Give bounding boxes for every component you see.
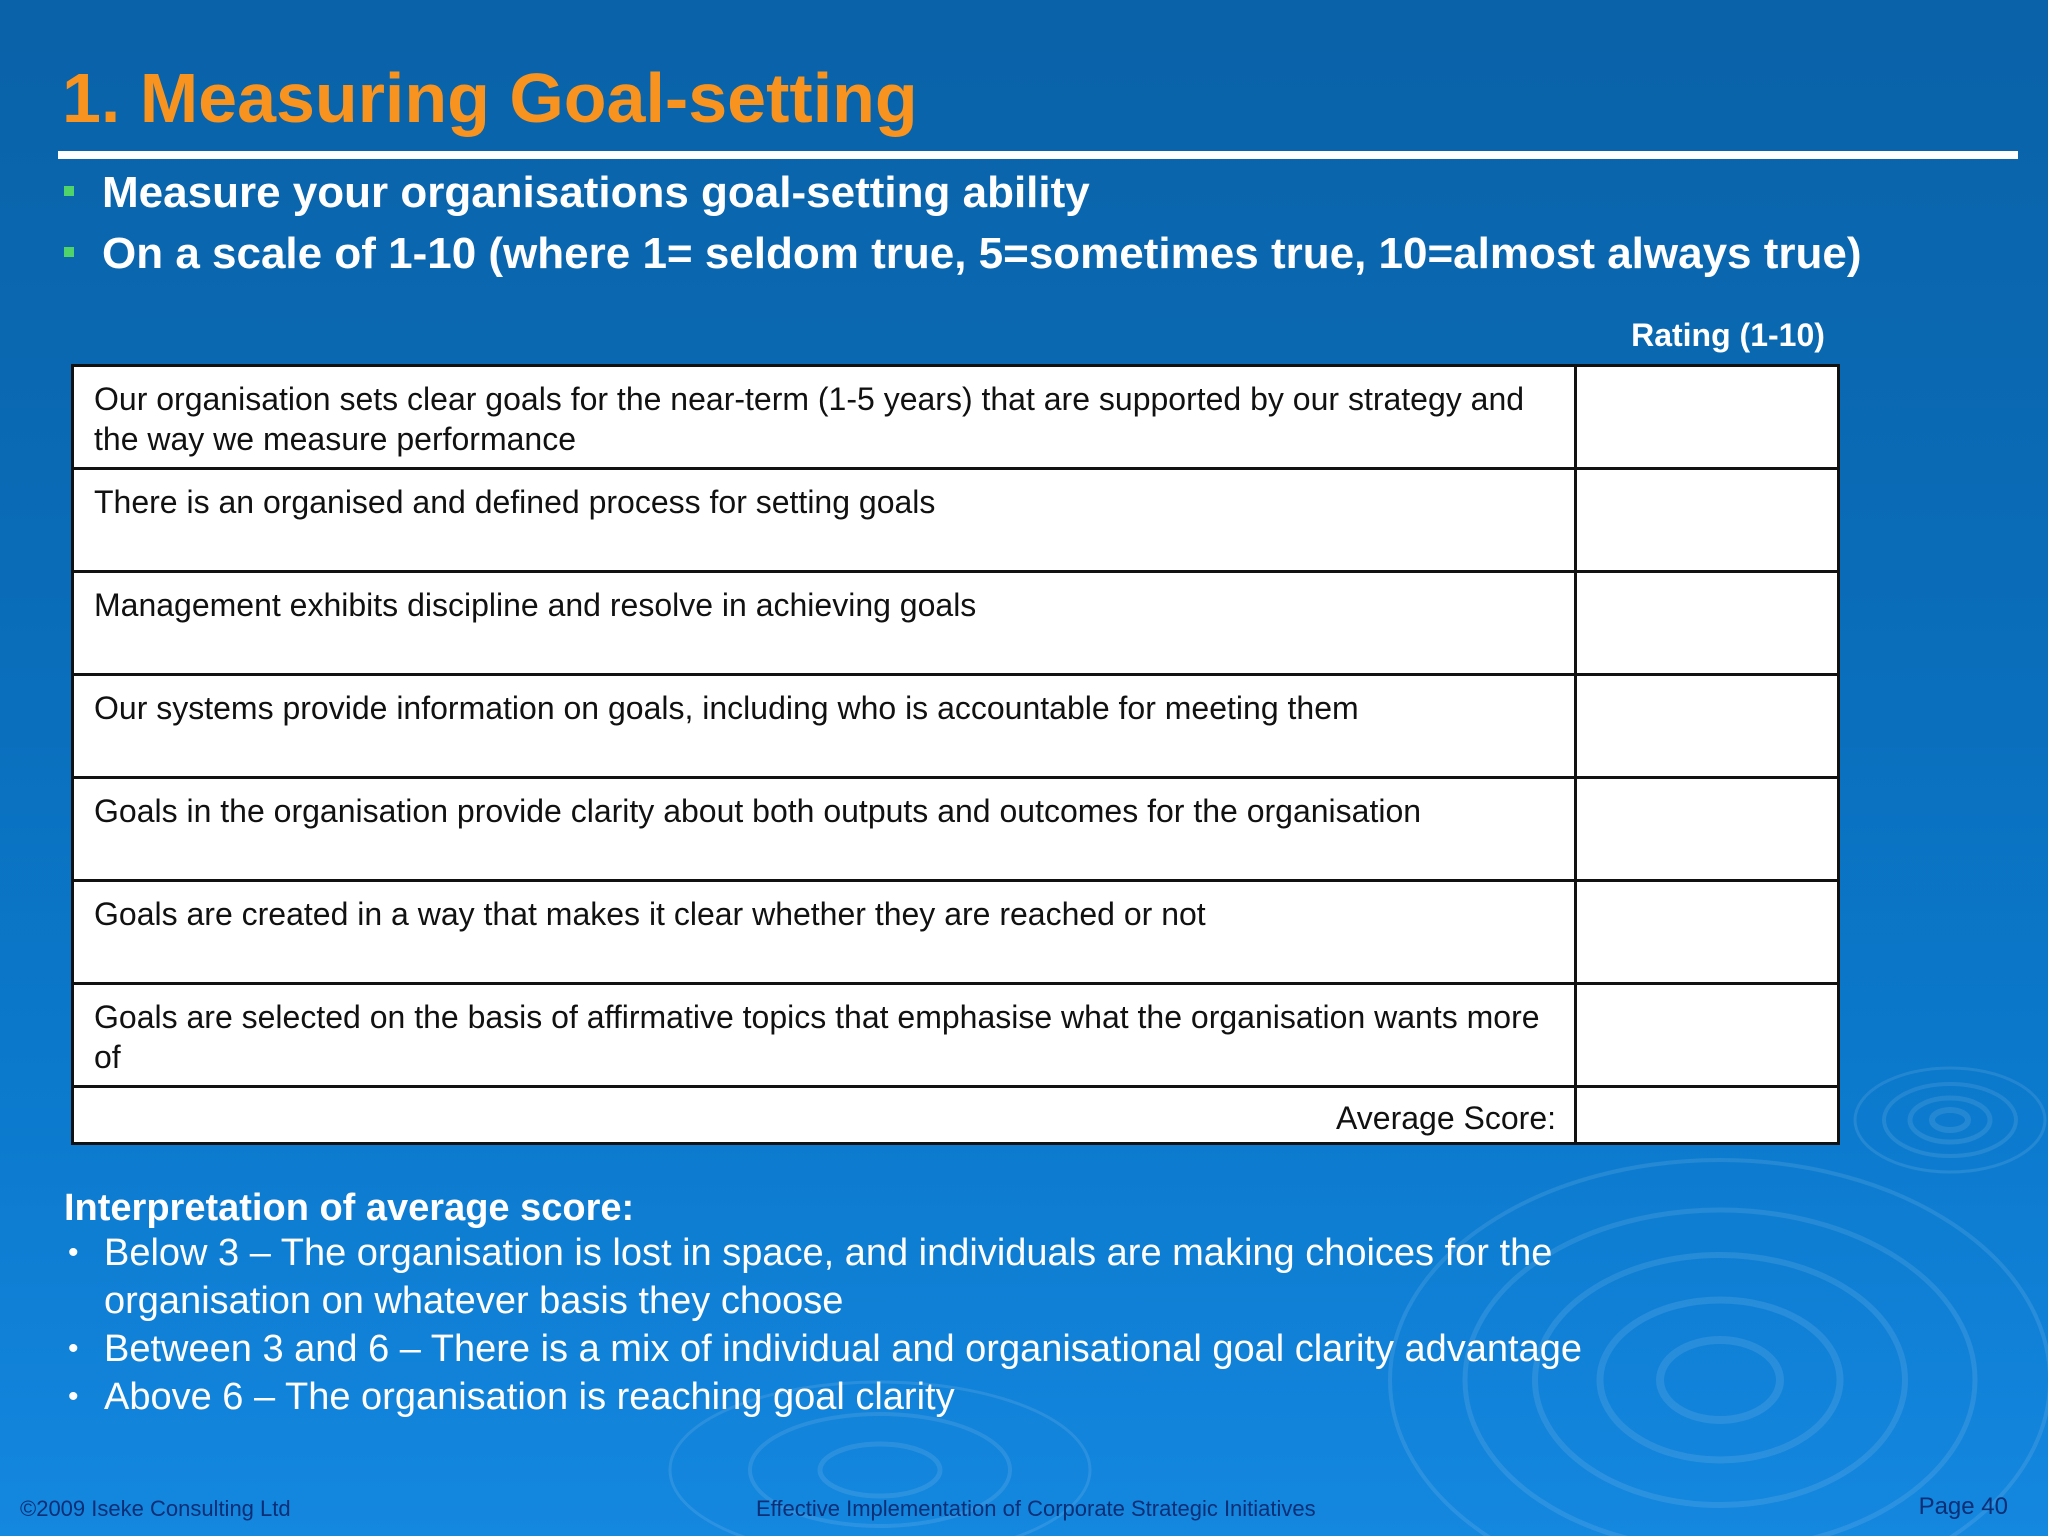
statement-cell: Our organisation sets clear goals for the near-term (1-5 years) that are supported by our strategy and the way we measure performance — [73, 366, 1576, 469]
statement-cell: There is an organised and defined process for setting goals — [73, 469, 1576, 572]
bullet-dot-icon: • — [68, 1236, 79, 1269]
statement-cell: Goals are selected on the basis of affirmative topics that emphasise what the organisation wants more of — [73, 984, 1576, 1087]
title-underline — [58, 151, 2018, 159]
rating-cell[interactable] — [1576, 881, 1839, 984]
intro-bullet-text: Measure your organisations goal-setting ability — [102, 168, 1090, 217]
interpretation-item — [64, 1325, 1744, 1373]
table-row — [73, 572, 1839, 675]
table-row — [73, 469, 1839, 572]
table-row — [73, 984, 1839, 1087]
statement-cell: Goals are created in a way that makes it clear whether they are reached or not — [73, 881, 1576, 984]
intro-bullet — [62, 223, 1862, 284]
table-row — [73, 675, 1839, 778]
statement-cell: Management exhibits discipline and resolve in achieving goals — [73, 572, 1576, 675]
goal-setting-survey-table — [71, 364, 1840, 1145]
interpretation-list — [64, 1229, 1744, 1421]
intro-bullet — [62, 162, 1862, 223]
statement-cell: Goals in the organisation provide clarity about both outputs and outcomes for the organisation — [73, 778, 1576, 881]
interpretation-heading: Interpretation of average score: — [64, 1187, 635, 1229]
rating-cell[interactable] — [1576, 366, 1839, 469]
page-number: Page 40 — [1918, 1493, 2008, 1520]
table-row — [73, 881, 1839, 984]
bullet-dot-icon: • — [68, 1380, 79, 1413]
bullet-dot-icon: • — [68, 1332, 79, 1365]
rating-cell[interactable] — [1576, 469, 1839, 572]
footer-copyright: ©2009 Iseke Consulting Ltd — [20, 1496, 291, 1521]
interpretation-item-text: Below 3 – The organisation is lost in space, and individuals are making choices for the organisation on whatever basis they choose — [104, 1232, 1553, 1322]
square-bullet-icon — [64, 247, 74, 257]
average-score-label: Average Score: — [73, 1087, 1576, 1144]
table-row — [73, 366, 1839, 469]
interpretation-item — [64, 1229, 1744, 1325]
intro-bullets — [62, 162, 1862, 284]
statement-cell: Our systems provide information on goals, including who is accountable for meeting them — [73, 675, 1576, 778]
average-score-row — [73, 1087, 1839, 1144]
rating-column-header: Rating (1-10) — [1631, 317, 1825, 353]
intro-bullet-text: On a scale of 1-10 (where 1= seldom true, 5=sometimes true, 10=almost always true) — [102, 229, 1862, 278]
slide-title: 1. Measuring Goal-setting — [62, 59, 918, 137]
average-score-cell[interactable] — [1576, 1087, 1839, 1144]
rating-cell[interactable] — [1576, 675, 1839, 778]
rating-cell[interactable] — [1576, 778, 1839, 881]
interpretation-item-text: Above 6 – The organisation is reaching goal clarity — [104, 1376, 955, 1418]
rating-cell[interactable] — [1576, 984, 1839, 1087]
interpretation-item-text: Between 3 and 6 – There is a mix of individual and organisational goal clarity advantage — [104, 1328, 1583, 1370]
square-bullet-icon — [64, 186, 74, 196]
footer-presentation-title: Effective Implementation of Corporate Strategic Initiatives — [756, 1496, 1316, 1521]
table-row — [73, 778, 1839, 881]
rating-cell[interactable] — [1576, 572, 1839, 675]
interpretation-item — [64, 1373, 1744, 1421]
